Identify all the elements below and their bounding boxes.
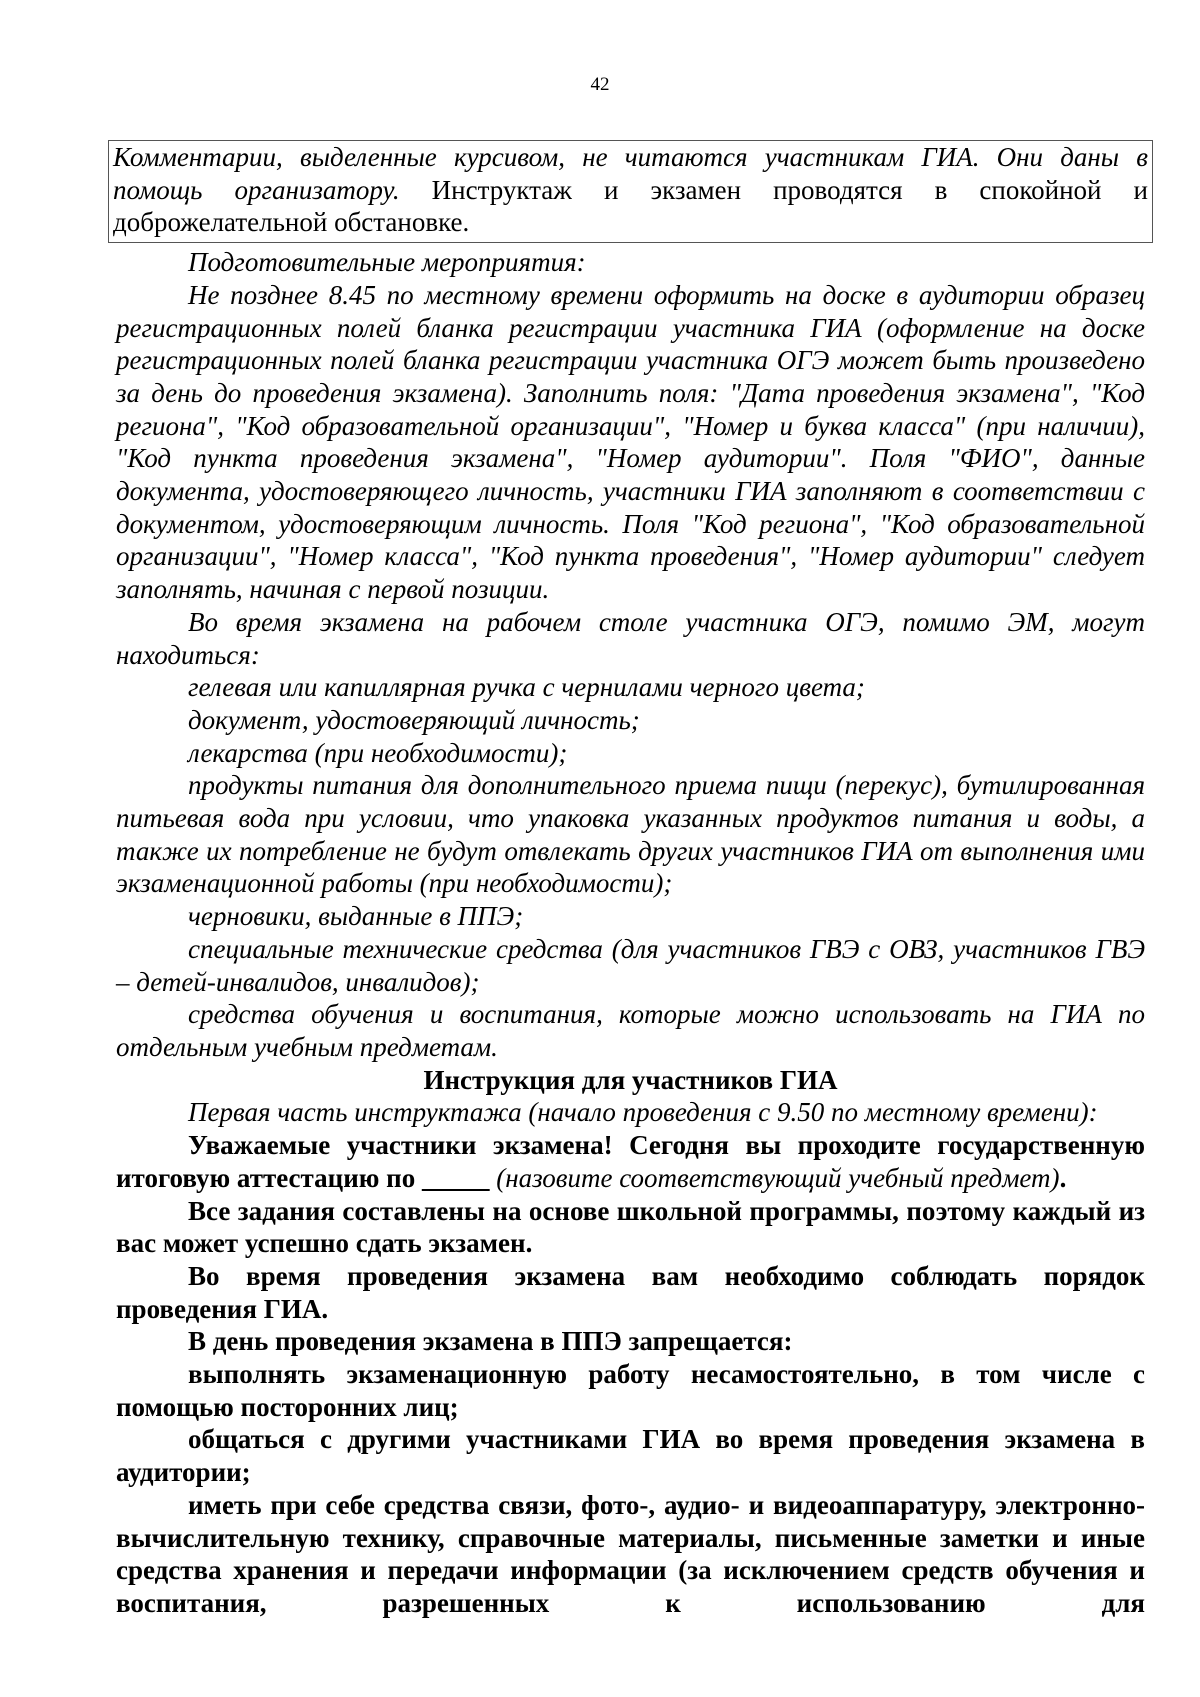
notice-italic-text: Комментарии, выделенные курсивом, не читаются участникам ГИА. Они даны в помощь организатору. bbox=[113, 142, 1148, 205]
desk-item-special-tech: специальные технические средства (для участников ГВЭ с ОВЗ, участников ГВЭ – детей-инвалидов, инвалидов); bbox=[116, 933, 1145, 997]
notice-regular-text: Инструктаж и экзамен проводятся в спокойной и доброжелательной обстановке. bbox=[113, 174, 1148, 238]
desk-item-id-document: документ, удостоверяющий личность; bbox=[188, 704, 640, 735]
instruction-heading: Инструкция для участников ГИА bbox=[423, 1064, 838, 1095]
greeting-paragraph bbox=[116, 1129, 1145, 1194]
subject-blank: _____ bbox=[421, 1162, 490, 1193]
prep-paragraph: Не позднее 8.45 по местному времени оформить на доске в аудитории образец регистрационных полей бланка регистрации участника ГИА (оформление на доске регистрационных полей бланка регистрации участника ОГЭ может быть произведено за день до проведения экзамена). Заполнить поля: "Дата проведения экзамена", "Код региона", "Код образовательной организации", "Номер и буква класса" (при наличии), "Код пункта проведения экзамена", "Номер аудитории". Поля "ФИО", данные документа, удостоверяющего личность, участники ГИА заполняют в соответствии с документом, удостоверяющим личность. Поля "Код региона", "Код образовательной организации", "Номер класса", "Код пункта проведения", "Номер аудитории" следует заполнять, начиная с первой позиции. bbox=[116, 279, 1145, 605]
bold-paragraph-communicate: общаться с другими участниками ГИА во время проведения экзамена в аудитории; bbox=[116, 1424, 1145, 1488]
greeting-end: . bbox=[1059, 1162, 1067, 1193]
desk-item-food-water: продукты питания для дополнительного приема пищи (перекус), бутилированная питьевая вода при условии, что упаковка указанных продуктов питания и воды, а также их потребление не будут отвлекать других участников ГИА от выполнения ими экзаменационной работы (при необходимости); bbox=[116, 770, 1145, 899]
desk-item-teaching-aids: средства обучения и воспитания, которые можно использовать на ГИА по отдельным учебным предметам. bbox=[116, 999, 1145, 1062]
document-body bbox=[113, 140, 1148, 1620]
bold-paragraph-order: Во время проведения экзамена вам необходимо соблюдать порядок проведения ГИА. bbox=[116, 1260, 1145, 1324]
bold-paragraph-independent: выполнять экзаменационную работу несамостоятельно, в том числе с помощью посторонних лиц; bbox=[116, 1359, 1145, 1422]
greeting-bold-text: Уважаемые участники экзамена! Сегодня вы проходите государственную итоговую аттестацию по bbox=[116, 1130, 1145, 1193]
desk-item-medicine: лекарства (при необходимости); bbox=[188, 737, 568, 768]
prep-heading: Подготовительные мероприятия: bbox=[188, 247, 586, 278]
bold-paragraph-devices: иметь при себе средства связи, фото-, аудио- и видеоаппаратуру, электронно-вычислительную технику, справочные материалы, письменные заметки и иные средства хранения и передачи информации (за исключением средств обучения и воспитания, разрешенных к использованию для bbox=[116, 1489, 1145, 1618]
bold-paragraph-tasks: Все задания составлены на основе школьной программы, поэтому каждый из вас может успешно сдать экзамен. bbox=[116, 1195, 1145, 1259]
organizer-notice-box bbox=[108, 140, 1153, 243]
greeting-italic-hint: (назовите соответствующий учебный предмет) bbox=[489, 1162, 1060, 1193]
first-part-heading: Первая часть инструктажа (начало проведения с 9.50 по местному времени): bbox=[188, 1097, 1098, 1128]
desk-intro: Во время экзамена на рабочем столе участника ОГЭ, помимо ЭМ, могут находиться: bbox=[116, 606, 1145, 670]
bold-paragraph-prohibited: В день проведения экзамена в ППЭ запрещается: bbox=[188, 1326, 793, 1357]
page-number: 42 bbox=[590, 74, 610, 95]
desk-item-pen: гелевая или капиллярная ручка с чернилами черного цвета; bbox=[188, 672, 865, 703]
desk-item-drafts: черновики, выданные в ППЭ; bbox=[188, 901, 524, 932]
